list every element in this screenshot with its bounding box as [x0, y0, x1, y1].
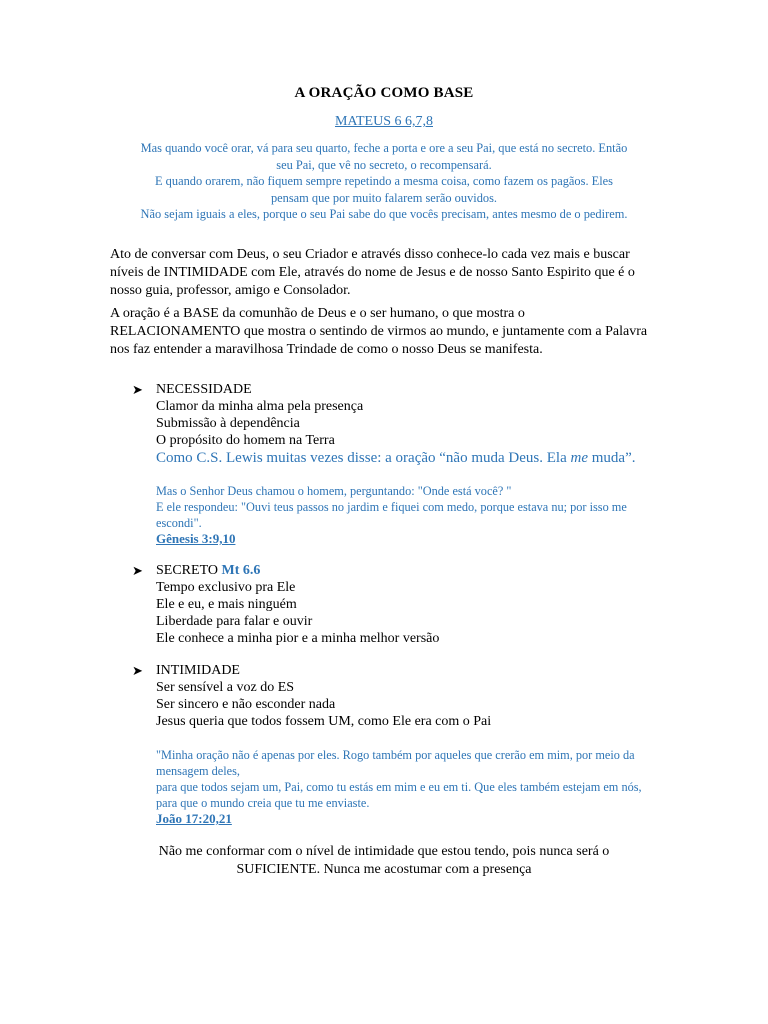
quote-text: muda”.	[588, 450, 636, 466]
intro-paragraph: Ato de conversar com Deus, o seu Criador e através disso conhece-lo cada vez mais e buscar níveis de INTIMIDADE com Ele, através do nome de Jesus e de nosso Santo Espirito que é o nosso guia, professor, amigo e Consolador.	[110, 247, 635, 298]
verse-line: E ele respondeu: "Ouvi teus passos no jardim e fiquei com medo, porque estava nu; por isso me escondi".	[156, 500, 627, 530]
arrow-bullet-icon: ➤	[132, 382, 143, 397]
quote-text: Como C.S. Lewis muitas vezes disse: a oração “não muda Deus. Ela	[156, 450, 571, 466]
verse-line: para que todos sejam um, Pai, como tu estás em mim e eu em ti. Que eles também estejam em nós, para que o mundo creia que tu me enviaste.	[156, 780, 642, 810]
list-item: Jesus queria que todos fossem UM, como Ele era com o Pai	[156, 714, 492, 729]
genesis-verse	[156, 483, 646, 547]
arrow-bullet-icon: ➤	[132, 563, 143, 578]
scripture-verse-block	[108, 140, 660, 223]
closing-line: Não me conformar com o nível de intimidade que estou tendo, pois nunca será o	[158, 844, 610, 859]
quote-emphasis: me	[570, 450, 588, 466]
verse-line: "Minha oração não é apenas por eles. Rogo também por aqueles que crerão em mim, por meio da mensagem deles,	[156, 748, 635, 778]
verse-line: Não sejam iguais a eles, porque o seu Pai sabe do que vocês precisam, antes mesmo de o pedirem.	[140, 207, 628, 221]
list-item: Ele e eu, e mais ninguém	[156, 597, 297, 612]
list-item: Clamor da minha alma pela presença	[156, 399, 364, 414]
genesis-reference[interactable]: Gênesis 3:9,10	[156, 531, 236, 546]
page-title: A ORAÇÃO COMO BASE	[294, 85, 474, 101]
list-item: Ele conhece a minha pior e a minha melhor versão	[156, 631, 440, 646]
section-reference: Mt 6.6	[221, 563, 261, 578]
list-item: Liberdade para falar e ouvir	[156, 614, 313, 629]
list-item: Ser sensível a voz do ES	[156, 680, 295, 695]
scripture-reference-top[interactable]: MATEUS 6 6,7,8	[334, 114, 433, 129]
closing-line: SUFICIENTE. Nunca me acostumar com a presença	[236, 862, 532, 877]
arrow-bullet-icon: ➤	[132, 663, 143, 678]
verse-line: Mas o Senhor Deus chamou o homem, perguntando: "Onde está você? "	[156, 484, 512, 498]
section-heading: NECESSIDADE	[156, 382, 252, 397]
list-item: Submissão à dependência	[156, 416, 300, 431]
list-item: Ser sincero e não esconder nada	[156, 697, 336, 712]
section-heading: SECRETO	[156, 563, 218, 578]
john-verse	[156, 747, 646, 827]
closing-statement	[0, 843, 768, 879]
verse-line: E quando orarem, não fiquem sempre repetindo a mesma coisa, como fazem os pagãos. Eles	[155, 174, 613, 188]
verse-line: seu Pai, que vê no secreto, o recompensará.	[276, 157, 492, 172]
list-item: Tempo exclusivo pra Ele	[156, 580, 296, 595]
base-paragraph: A oração é a BASE da comunhão de Deus e o ser humano, o que mostra o RELACIONAMENTO que mostra o sentindo de virmos ao mundo, e juntamente com a Palavra nos faz entender a maravilhosa Trindade de como o nosso Deus se manifesta.	[110, 306, 648, 357]
section-heading: INTIMIDADE	[156, 663, 240, 678]
cs-lewis-quote	[156, 449, 635, 467]
verse-line: Mas quando você orar, vá para seu quarto, feche a porta e ore a seu Pai, que está no secreto. Então	[140, 141, 628, 155]
verse-line: pensam que por muito falarem serão ouvidos.	[270, 190, 498, 205]
list-item: O propósito do homem na Terra	[156, 433, 335, 448]
john-reference[interactable]: João 17:20,21	[156, 811, 232, 826]
